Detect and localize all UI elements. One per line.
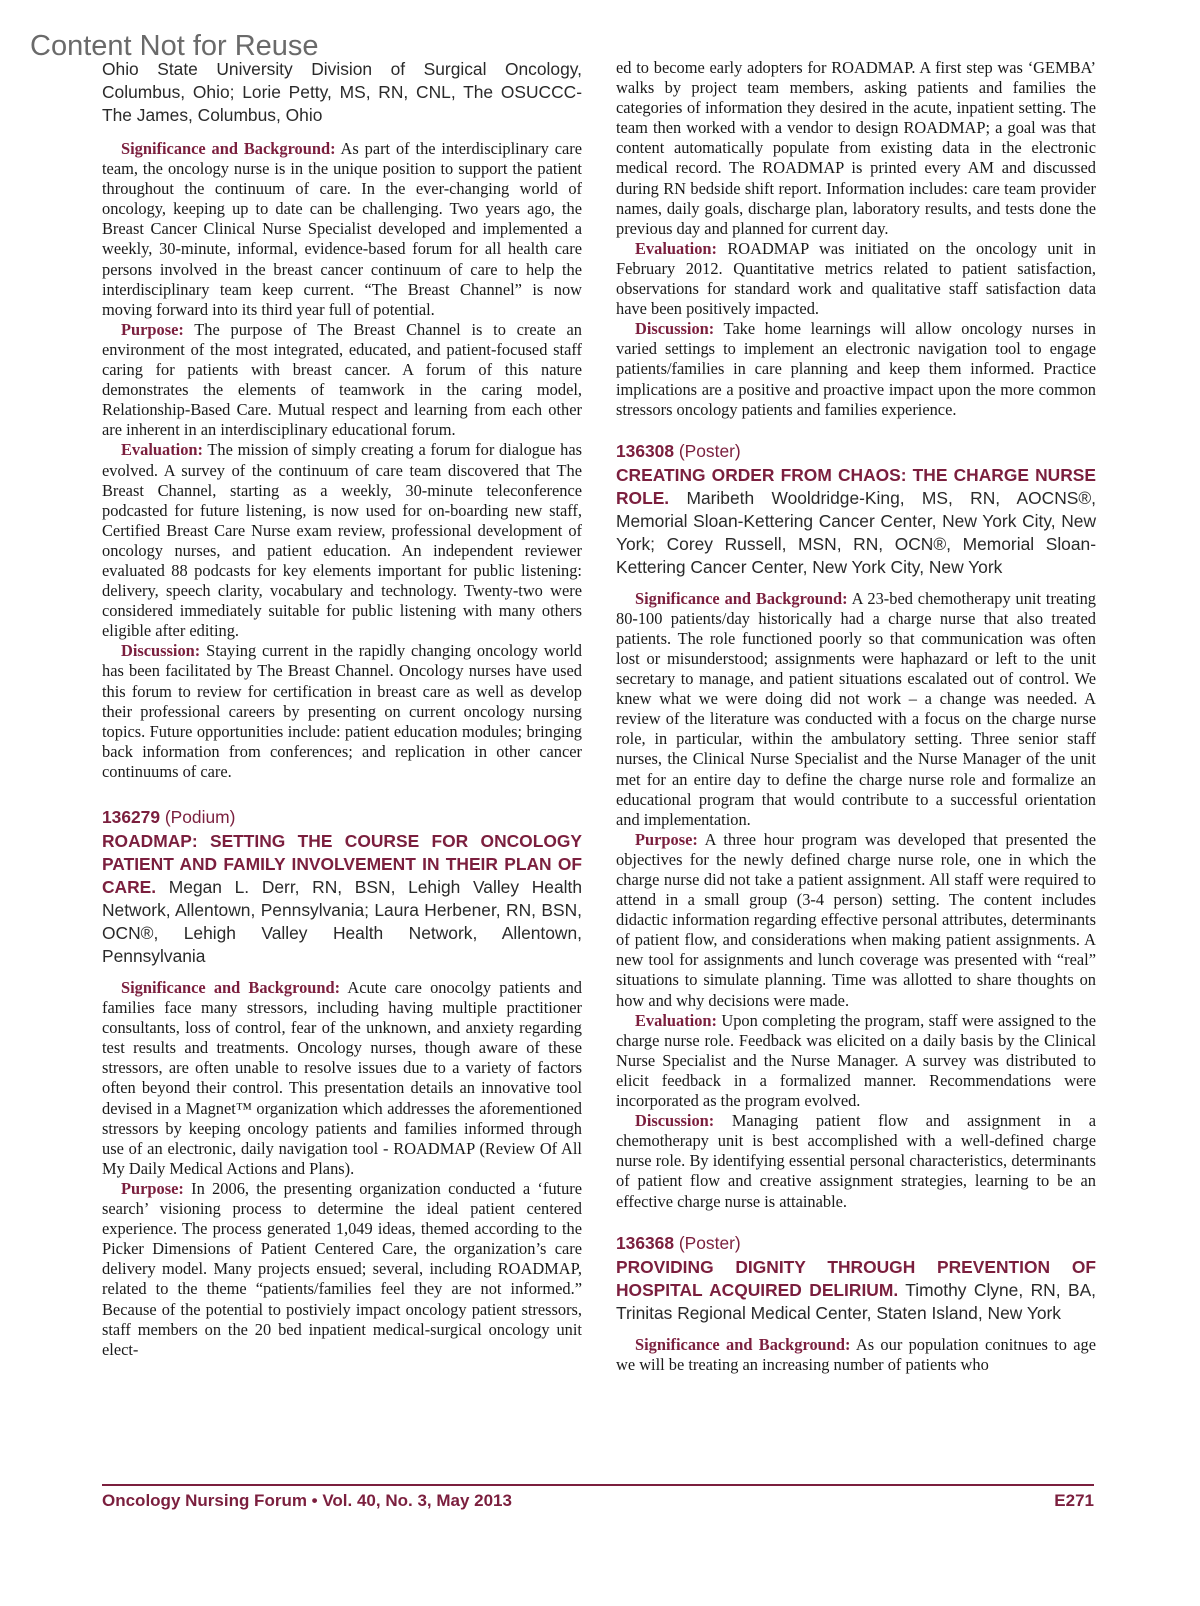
significance-paragraph [102,978,582,1179]
evaluation-paragraph [616,239,1096,319]
section-text: Upon completing the program, staff were assigned to the charge nurse role. Feedback was elicited on a daily basis by the Clinical Nurse Specialist and the Nurse Manager. A survey was distributed to elicit feedback in a formalized manner. Recommendations were incorporated as the program evolved. [616,1010,1096,1111]
left-column [102,58,582,1360]
abstract-heading [616,1256,1096,1325]
abstract-authors: Maribeth Wooldridge-King, MS, RN, AOCNS®, Memorial Sloan-Kettering Cancer Center, New York City, New York; Corey Russell, MSN, RN, OCN®, Memorial Sloan-Kettering Cancer Center, New York City, New York [616,487,1096,577]
purpose-paragraph [616,830,1096,1011]
abstract-type: (Poster) [674,1232,741,1253]
section-label: Discussion: [635,319,715,339]
discussion-paragraph [102,641,582,782]
significance-paragraph [616,589,1096,830]
section-label: Significance and Background: [635,588,848,608]
section-label: Purpose: [635,829,698,849]
abstract-title: ROADMAP: SETTING THE COURSE FOR ONCOLOGY PATIENT AND FAMILY INVOLVEMENT IN THEIR PLAN OF CARE. [102,831,582,897]
abstract-heading [616,464,1096,579]
abstract-id: 136368 [616,1232,675,1253]
section-label: Significance and Background: [121,978,341,997]
journal-citation: Oncology Nursing Forum • Vol. 40, No. 3, May 2013 [102,1491,512,1510]
section-text: Acute care onocolgy patients and families face many stressors, including having multiple practitioner consultants, loss of control, fear of the unknown, and anxiety regarding test results and treatments. Oncology nurses, though aware of these stressors, are often unable to resolve issues due to a variety of factors often beyond their control. This presentation details an innovative tool devised in a Magnet™ organization which addresses the aforementioned stressors by keeping oncology patients and families informed through use of an electronic, daily navigation tool - ROADMAP (Review Of All My Daily Medical Actions and Plans). [102,978,583,1178]
abstract-title: CREATING ORDER FROM CHAOS: THE CHARGE NURSE ROLE. [616,464,1096,508]
right-column [616,58,1096,1375]
abstract-type: (Podium) [160,807,236,827]
continued-paragraph: ed to become early adopters for ROADMAP. A first step was ‘GEMBA’ walks by project team members, asking patients and families the categories of information they desired in the acute, inpatient setting. The team then worked with a vendor to design ROADMAP; a goal was that content automatically populate from existing data in the electronic medical record. The ROADMAP is printed every AM and discussed during RN bedside shift report. Information includes: care team provider names, daily goals, discharge plan, laboratory results, and tests done the previous day and planned for current day. [616,58,1096,238]
section-text: A three hour program was developed that presented the objectives for the newly defined charge nurse role, one in which the charge nurse did not take a patient assignment. All staff were required to attend in a small group (3-4 person) setting. The content includes didactic information regarding effective personal attributes, determinants of patient flow, and considerations when making patient assignments. A new tool for assignments and lunch coverage was presented with “real” situations to simulate planning. Time was allotted to share thoughts on how and why decisions were made. [616,829,1096,1010]
section-text: A 23-bed chemotherapy unit treating 80-100 patients/day historically had a charge nurse that also treated patients. The role functioned poorly so that communication was often lost or misunderstood; assignments were haphazard or left to the unit secretary to manage, and patient situations escalated out of control. We knew what we were doing did not work – a change was needed. A review of the literature was conducted with a focus on the charge nurse role, in particular, within the ambulatory setting. Three senior staff nurses, the Clinical Nurse Specialist and the Nurse Manager of the unit met for an entire day to define the charge nurse role and formalize an educational program that would contribute to a successful orientation and implementation. [616,588,1096,829]
section-label: Discussion: [635,1111,715,1131]
abstract-authors: Megan L. Derr, RN, BSN, Lehigh Valley Health Network, Allentown, Pennsylvania; Laura Herbener, RN, BSN, OCN®, Lehigh Valley Health Network, Allentown, Pennsylvania [102,877,582,966]
footer-divider [102,1484,1094,1486]
section-text: Take home learnings will allow oncology nurses in varied settings to implement an electronic navigation tool to engage patients/families in care planning and keep them informed. Practice implications are a positive and proactive impact upon the more common stressors oncology patients and families experience. [616,319,1096,419]
authors-continued: Ohio State University Division of Surgical Oncology, Columbus, Ohio; Lorie Petty, MS, RN, CNL, The OSUCCC-The James, Columbus, Ohio [102,59,582,125]
purpose-paragraph [102,320,582,441]
watermark: Content Not for Reuse [30,30,319,62]
significance-paragraph [616,1335,1096,1375]
section-text: As part of the interdisciplinary care team, the oncology nurse is in the unique position to support the patient throughout the continuum of care. In the ever-changing world of oncology, keeping up to date can be challenging. Two years ago, the Breast Cancer Clinical Nurse Specialist developed and implemented a weekly, 30-minute, informal, evidence-based forum for all health care persons involved in the breast cancer continuum of care to help the interdisciplinary team keep current. “The Breast Channel” is now moving forward into its third year full of potential. [102,139,582,319]
purpose-paragraph [102,1179,582,1360]
section-text: Staying current in the rapidly changing oncology world has been facilitated by The Breast Channel. Oncology nurses have used this forum to review for certification in breast care as well as develop their professional careers by presenting on current oncology nursing topics. Future opportunities include: patient education modules; bringing back information from conferences; and replication in other cancer continuums of care. [102,641,582,781]
evaluation-paragraph [102,440,582,641]
section-label: Discussion: [121,641,201,661]
abstract-heading [102,830,582,968]
abstract-id: 136279 [102,807,161,827]
section-label: Evaluation: [635,1010,717,1030]
section-label: Purpose: [121,319,184,339]
section-text: The purpose of The Breast Channel is to create an environment of the most integrated, educated, and patient-focused staff caring for patients with breast cancer. A forum of this nature demonstrates the elements of teamwork in the caring model, Relationship-Based Care. Mutual respect and learning from each other are inherent in an interdisciplinary educational forum. [102,319,582,440]
section-label: Evaluation: [635,238,717,258]
section-text: As our population conitnues to age we will be treating an increasing number of patients who [616,1334,1097,1374]
section-text: Managing patient flow and assignment in a chemotherapy unit is best accomplished with a well-defined charge nurse role. By identifying essential personal characteristics, determinants of patient flow and creative assignment strategies, learning to be an effective charge nurse is attainable. [616,1111,1096,1211]
abstract-number [616,440,1096,462]
section-label: Significance and Background: [635,1334,851,1354]
section-label: Purpose: [121,1178,184,1198]
section-text: ROADMAP was initiated on the oncology unit in February 2012. Quantitative metrics related to patient satisfaction, observations for standard work and qualitative staff satisfaction data have been positively impacted. [616,238,1096,319]
evaluation-paragraph [616,1011,1096,1111]
section-label: Significance and Background: [121,139,336,158]
abstract-authors: Timothy Clyne, RN, BA, Trinitas Regional Medical Center, Staten Island, New York [616,1279,1097,1323]
section-text: The mission of simply creating a forum for dialogue has evolved. A survey of the continuum of care team discovered that The Breast Channel, starting as a weekly, 30-minute teleconference podcasted for future listening, is now used for on-boarding new staff, Certified Breast Care Nurse exam review, professional development of oncology nurses, and patient education. An independent reviewer evaluated 88 podcasts for key elements important for public listening: delivery, speech clarity, vocabulary and technology. Twenty-two were considered immediately suitable for public listening with many others eligible after editing. [102,440,582,641]
discussion-paragraph [616,1111,1096,1211]
abstract-title: PROVIDING DIGNITY THROUGH PREVENTION OF HOSPITAL ACQUIRED DELIRIUM. [616,1256,1096,1300]
discussion-paragraph [616,319,1096,419]
abstract-type: (Poster) [674,440,741,461]
section-text: In 2006, the presenting organization conducted a ‘future search’ visioning process to determine the ideal patient centered experience. The process generated 1,049 ideas, themed according to the Picker Dimensions of Patient Centered Care, the organization’s care delivery model. Many projects ensued; several, including ROADMAP, related to the theme “patients/families feel they are not informed.” Because of the potential to postiviely impact oncology patient stressors, staff members on the 20 bed inpatient medical-surgical oncology unit elect- [102,1178,582,1359]
abstract-number [616,1232,1096,1254]
abstract-number [102,806,582,828]
section-label: Evaluation: [121,440,203,460]
significance-paragraph [102,139,582,320]
page-number: E271 [1054,1491,1094,1510]
abstract-id: 136308 [616,440,675,461]
